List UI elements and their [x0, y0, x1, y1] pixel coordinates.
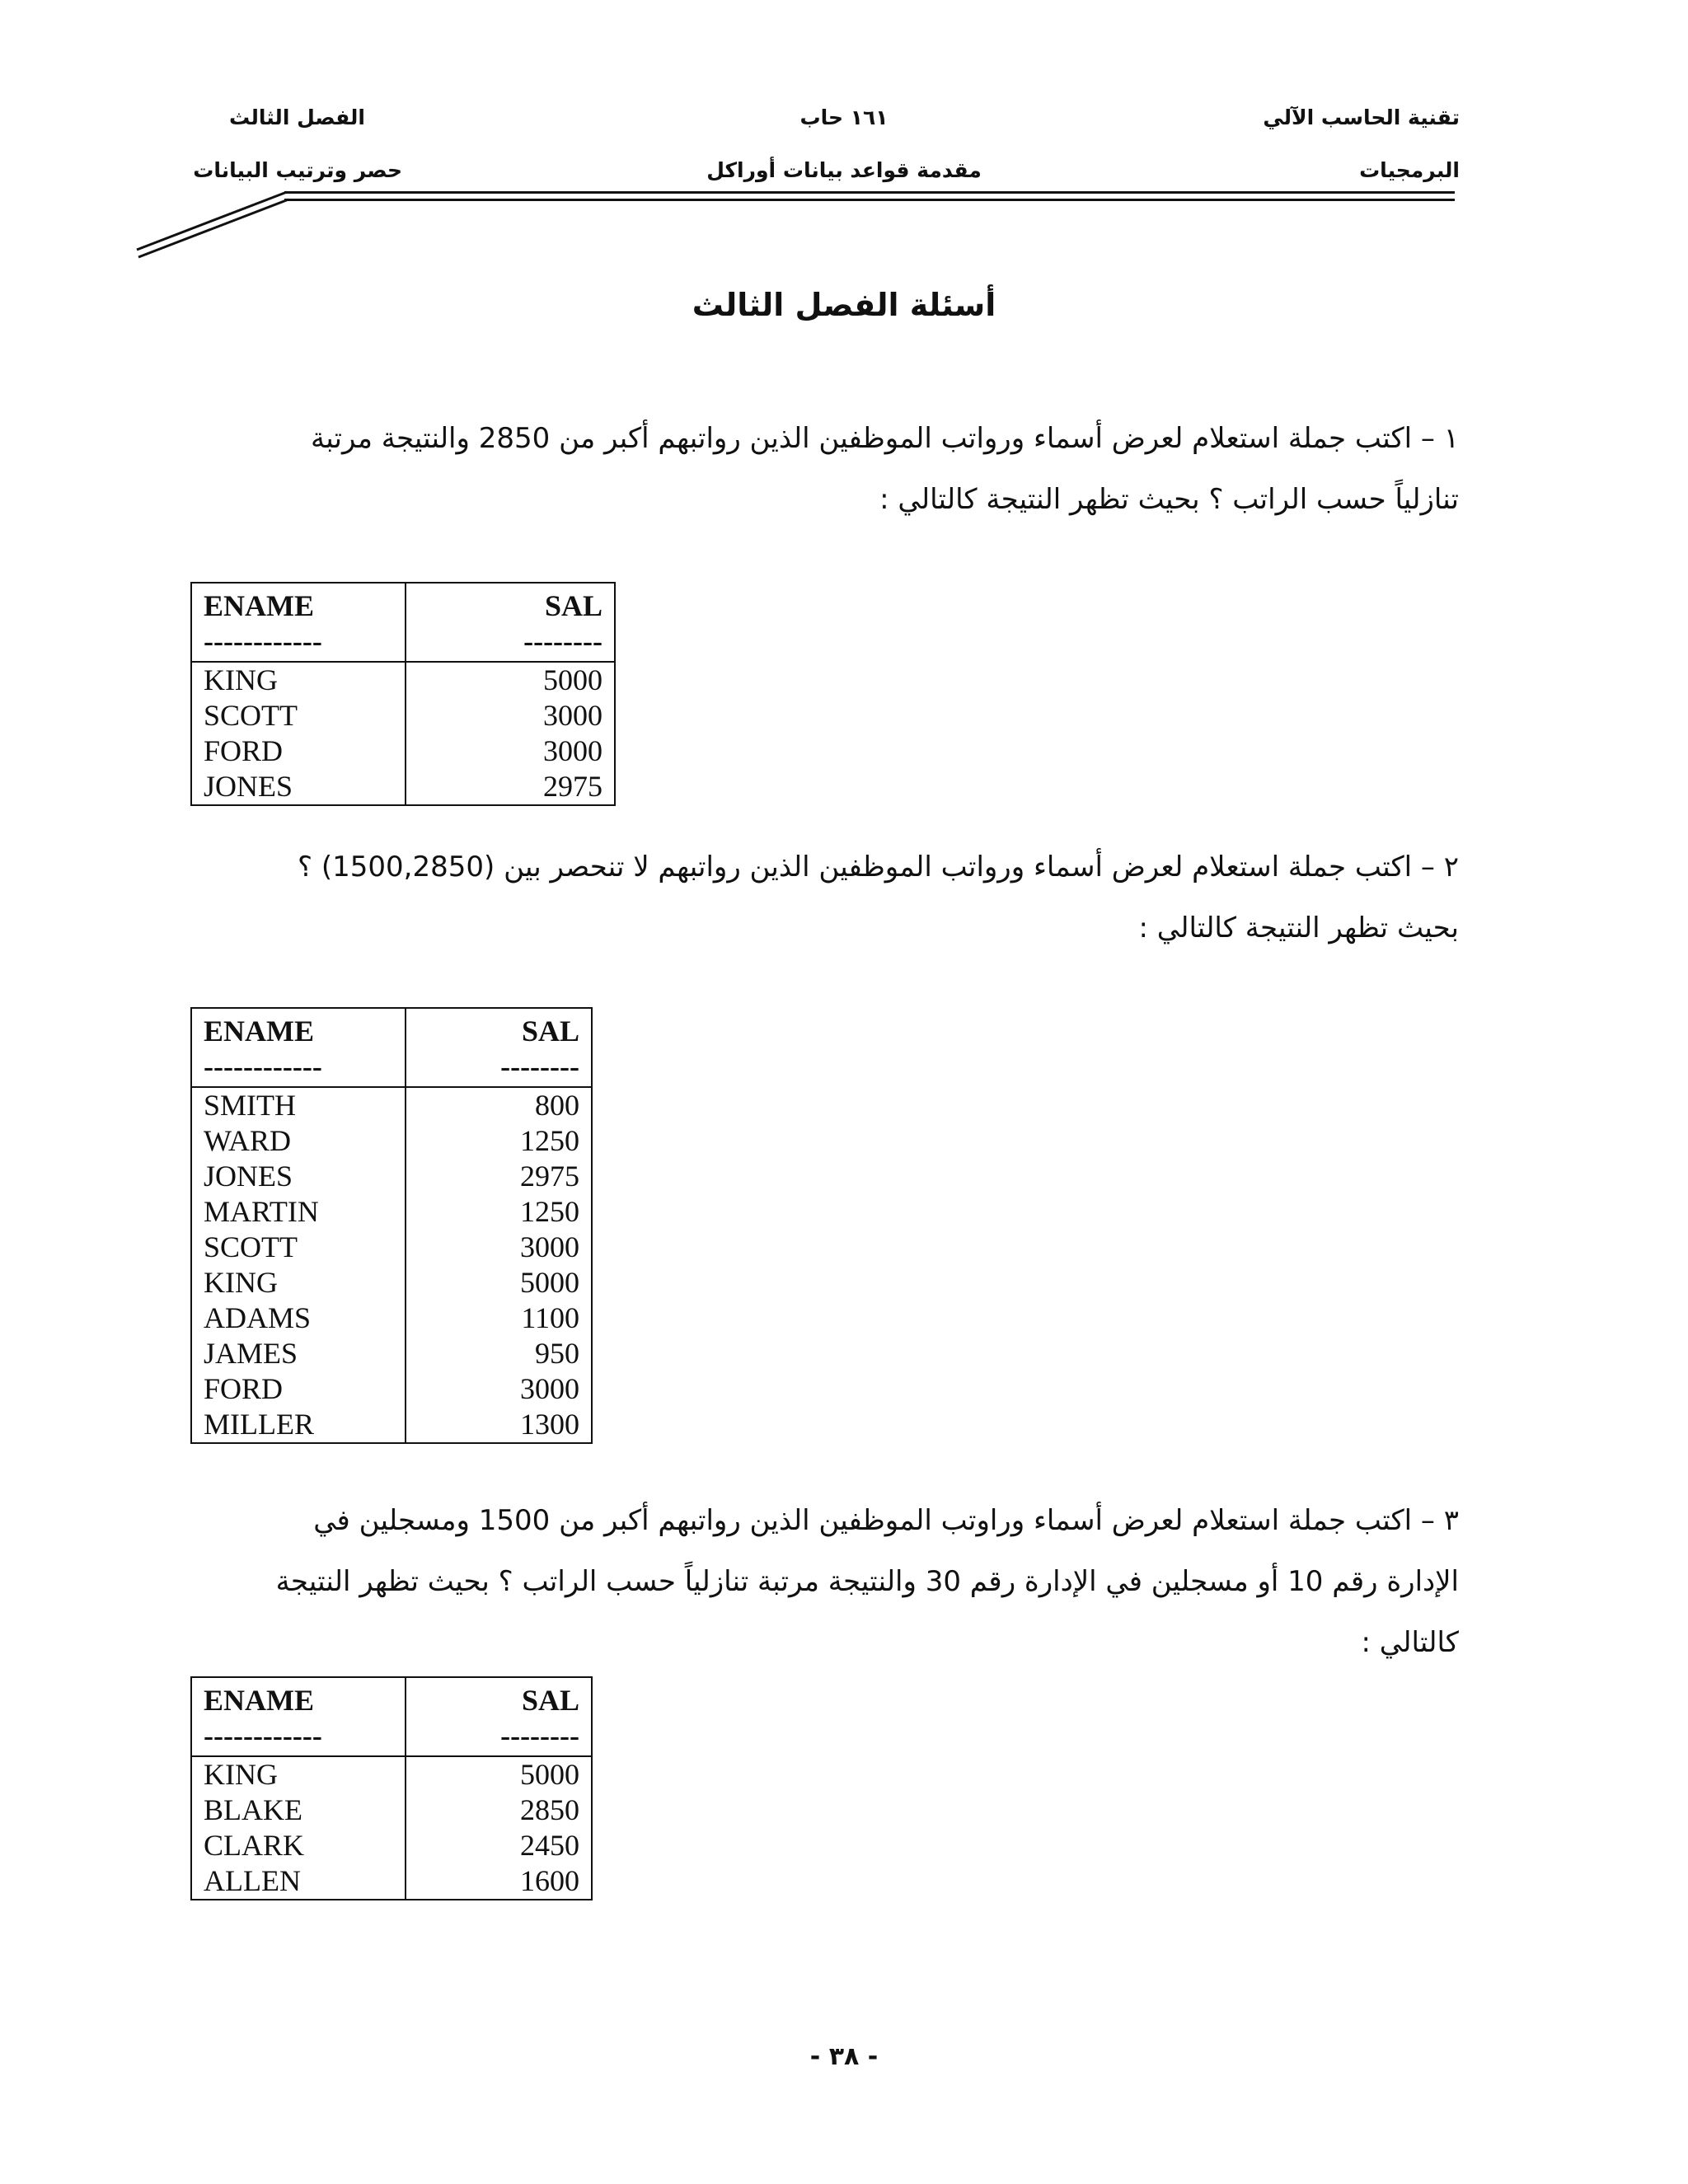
table-header-ename: ENAME ------------ — [191, 583, 406, 662]
table-header-row — [191, 583, 615, 662]
page-title: أسئلة الفصل الثالث — [692, 287, 996, 323]
table-header-ename: ENAME ------------ — [191, 1008, 406, 1087]
table-cell: 2975 — [543, 770, 603, 803]
table-cell: KING — [204, 1758, 278, 1791]
table-cell: 3000 — [520, 1230, 579, 1263]
table-cell: FORD — [204, 734, 284, 767]
table-col-ename — [191, 1087, 406, 1443]
table-cell: 1600 — [520, 1864, 579, 1897]
table-col-ename — [191, 1756, 406, 1900]
question-2-line-1: ٢ – اكتب جملة استعلام لعرض أسماء ورواتب الموظفين الذين رواتبهم لا تنحصر بين (1500,2850) ؟ — [298, 851, 1459, 883]
table-cell: 5000 — [520, 1266, 579, 1299]
header-course-name: مقدمة قواعد بيانات أوراكل — [706, 158, 982, 182]
question-1-line-2: تنازلياً حسب الراتب ؟ بحيث تظهر النتيجة كالتالي : — [879, 483, 1459, 516]
table-header-row — [191, 1008, 592, 1087]
result-table-2 — [190, 1007, 593, 1444]
table-cell: JONES — [204, 770, 293, 803]
table-col-sal — [406, 1087, 592, 1443]
table-cell: JONES — [204, 1160, 293, 1193]
table-cell: 1100 — [521, 1301, 579, 1334]
table-cell: 2850 — [520, 1793, 579, 1826]
table-cell: MILLER — [204, 1408, 314, 1441]
question-3 — [140, 1490, 1459, 1673]
table-cell: SCOTT — [204, 1230, 298, 1263]
table-cell: 3000 — [520, 1372, 579, 1405]
question-1 — [140, 408, 1459, 530]
table-header-sal: SAL -------- — [406, 1677, 592, 1756]
header-department: البرمجيات — [1359, 158, 1460, 182]
table-cell: MARTIN — [204, 1195, 319, 1228]
table-col-sal — [406, 1756, 592, 1900]
table-cell: 2975 — [520, 1160, 579, 1193]
table-col-sal — [406, 662, 615, 805]
table-cell: 3000 — [543, 734, 603, 767]
question-2-line-2: بحيث تظهر النتيجة كالتالي : — [1138, 912, 1459, 944]
question-1-line-1: ١ – اكتب جملة استعلام لعرض أسماء ورواتب الموظفين الذين رواتبهم أكبر من 2850 والنتيجة مرتبة — [311, 422, 1459, 455]
result-table-1 — [190, 582, 616, 806]
question-3-line-1: ٣ – اكتب جملة استعلام لعرض أسماء وراوتب الموظفين الذين رواتبهم أكبر من 1500 ومسجلين في — [313, 1504, 1459, 1537]
table-cell: CLARK — [204, 1829, 305, 1862]
question-3-line-2: الإدارة رقم 10 أو مسجلين في الإدارة رقم 30 والنتيجة مرتبة تنازلياً حسب الراتب ؟ بحيث تظهر النتيجة — [275, 1565, 1459, 1598]
table-cell: 1300 — [520, 1408, 579, 1441]
table-cell: 3000 — [543, 699, 603, 732]
table-header-ename: ENAME ------------ — [191, 1677, 406, 1756]
table-header-sal: SAL -------- — [406, 583, 615, 662]
table-cell: 5000 — [520, 1758, 579, 1791]
table-cell: KING — [204, 663, 278, 696]
table-cell: WARD — [204, 1124, 291, 1157]
header-chapter: الفصل الثالث — [228, 105, 365, 129]
header-rule-slant — [132, 185, 297, 260]
table-cell: JAMES — [204, 1337, 298, 1370]
header-course-title: تقنية الحاسب الآلي — [1263, 105, 1460, 129]
table-cell: SCOTT — [204, 699, 298, 732]
table-cell: 800 — [535, 1089, 579, 1122]
table-cell: 1250 — [520, 1124, 579, 1157]
result-table-3 — [190, 1676, 593, 1900]
table-cell: BLAKE — [204, 1793, 302, 1826]
header-rule-bottom — [284, 199, 1455, 201]
table-cell: SMITH — [204, 1089, 297, 1122]
table-cell: 950 — [535, 1337, 579, 1370]
table-cell: ADAMS — [204, 1301, 312, 1334]
table-cell: 1250 — [520, 1195, 579, 1228]
question-2 — [140, 837, 1459, 958]
table-cell: 2450 — [520, 1829, 579, 1862]
table-header-sal: SAL -------- — [406, 1008, 592, 1087]
table-body — [191, 662, 615, 805]
header-chapter-topic: حصر وترتيب البيانات — [193, 158, 402, 182]
table-cell: ALLEN — [204, 1864, 301, 1897]
header-rule-top — [284, 191, 1455, 194]
table-cell: FORD — [204, 1372, 284, 1405]
table-body — [191, 1087, 592, 1443]
table-header-row — [191, 1677, 592, 1756]
table-cell: 5000 — [543, 663, 603, 696]
header-course-code: ١٦١ حاب — [799, 105, 889, 129]
table-body — [191, 1756, 592, 1900]
table-cell: KING — [204, 1266, 278, 1299]
table-col-ename — [191, 662, 406, 805]
page-number: - ٣٨ - — [809, 2042, 879, 2071]
question-3-line-3: كالتالي : — [1361, 1626, 1459, 1659]
